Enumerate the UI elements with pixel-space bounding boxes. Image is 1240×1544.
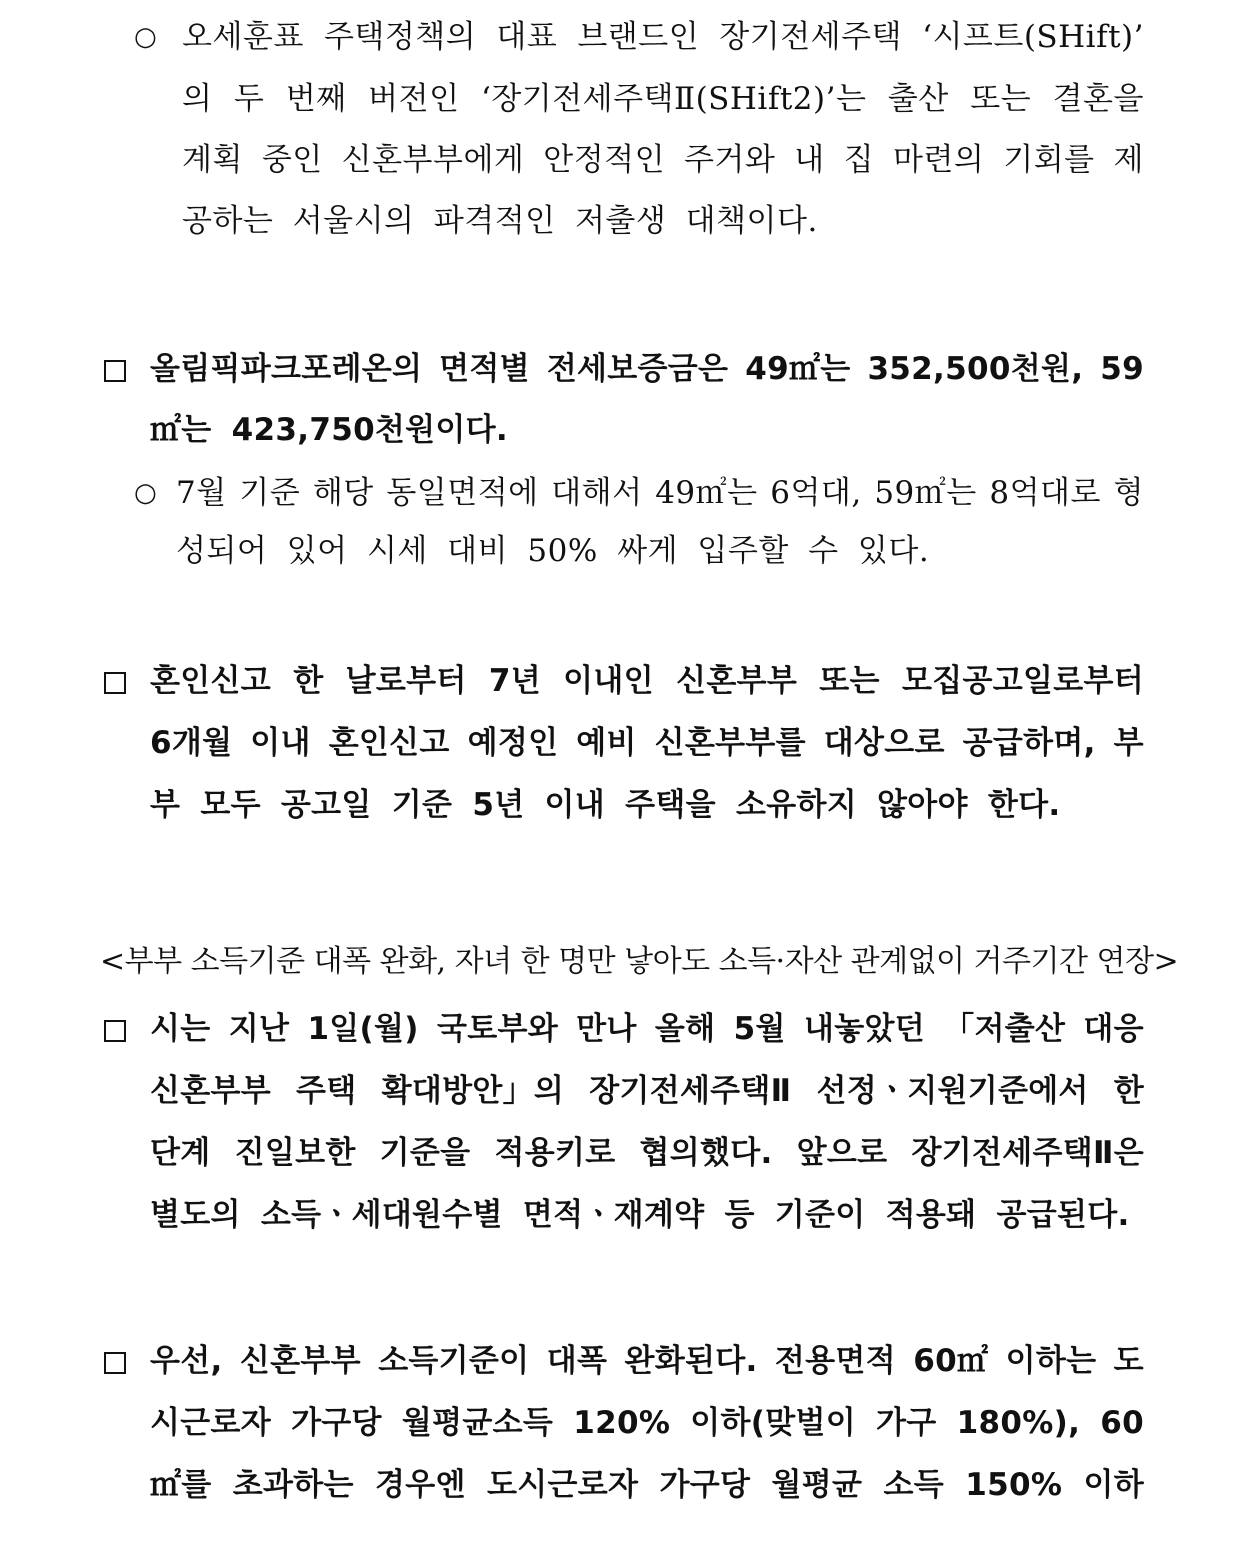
- para3-line-3: 부 모두 공고일 기준 5년 이내 주택을 소유하지 않아야 한다.: [150, 787, 1061, 823]
- circle-bullet: ○: [134, 22, 157, 52]
- square-bullet-icon: [104, 1020, 126, 1042]
- para4-line-4: 별도의 소득ㆍ세대원수별 면적ㆍ재계약 등 기준이 적용돼 공급된다.: [150, 1197, 1130, 1233]
- para5-line-2: 시근로자 가구당 월평균소득 120% 이하(맞벌이 가구 180%), 60: [150, 1405, 1144, 1441]
- para1-line-2: 의 두 번째 버전인 ‘장기전세주택Ⅱ(SHift2)’는 출산 또는 결혼을: [182, 81, 1144, 117]
- section-subheading: <부부 소득기준 대폭 완화, 자녀 한 명만 낳아도 소득·자산 관계없이 거주기간 연장>: [100, 944, 1179, 979]
- para3-line-2: 6개월 이내 혼인신고 예정인 예비 신혼부부를 대상으로 공급하며, 부: [150, 725, 1144, 761]
- para2-line-1: 올림픽파크포레온의 면적별 전세보증금은 49㎡는 352,500천원, 59: [150, 351, 1144, 387]
- para1-line-3: 계획 중인 신혼부부에게 안정적인 주거와 내 집 마련의 기회를 제: [182, 142, 1144, 178]
- square-bullet-icon: [104, 672, 126, 694]
- para4-line-2: 신혼부부 주택 확대방안」의 장기전세주택Ⅱ 선정ㆍ지원기준에서 한: [150, 1073, 1144, 1109]
- para1-line-1: 오세훈표 주택정책의 대표 브랜드인 장기전세주택 ‘시프트(SHift)’: [182, 19, 1144, 55]
- circle-bullet: ○: [134, 478, 157, 508]
- para5-line-3: ㎡를 초과하는 경우엔 도시근로자 가구당 월평균 소득 150% 이하: [150, 1467, 1144, 1503]
- para2-line-2: ㎡는 423,750천원이다.: [150, 412, 508, 448]
- para2-sub-line-1: 7월 기준 해당 동일면적에 대해서 49㎡는 6억대, 59㎡는 8억대로 형: [176, 475, 1144, 511]
- para3-line-1: 혼인신고 한 날로부터 7년 이내인 신혼부부 또는 모집공고일로부터: [150, 663, 1144, 699]
- square-bullet-icon: [104, 1352, 126, 1374]
- square-bullet-icon: [104, 360, 126, 382]
- para4-line-3: 단계 진일보한 기준을 적용키로 협의했다. 앞으로 장기전세주택Ⅱ은: [150, 1135, 1144, 1171]
- para2-sub-line-2: 성되어 있어 시세 대비 50% 싸게 입주할 수 있다.: [176, 533, 930, 569]
- para5-line-1: 우선, 신혼부부 소득기준이 대폭 완화된다. 전용면적 60㎡ 이하는 도: [150, 1343, 1144, 1379]
- para4-line-1: 시는 지난 1일(월) 국토부와 만나 올해 5월 내놓았던 「저출산 대응: [150, 1011, 1144, 1047]
- para1-line-4: 공하는 서울시의 파격적인 저출생 대책이다.: [182, 203, 818, 239]
